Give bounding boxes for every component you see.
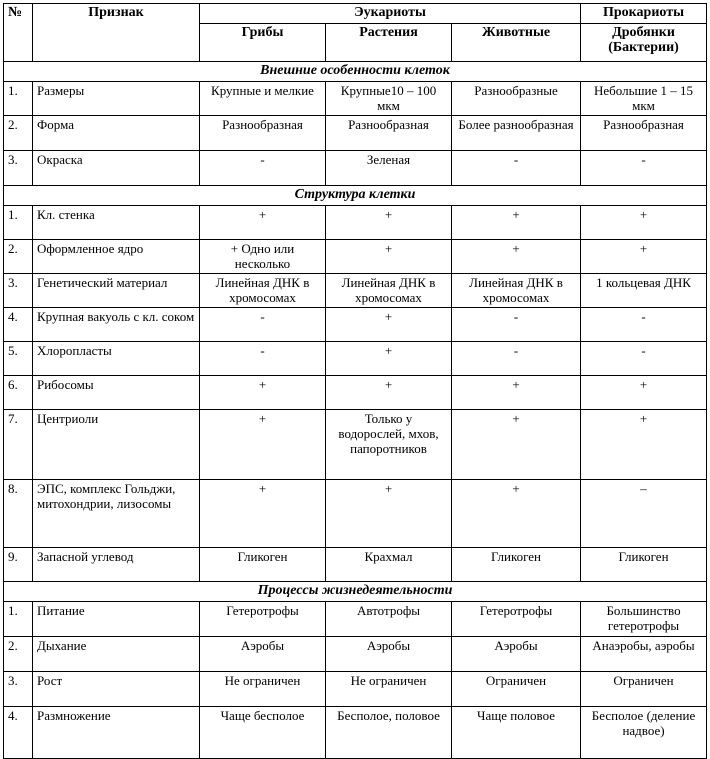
cell-bacteria: + (581, 206, 707, 240)
section-title: Процессы жизнедеятельности (4, 582, 707, 602)
cell-plants: + (326, 240, 452, 274)
cell-plants: Автотрофы (326, 602, 452, 637)
table-row (4, 240, 707, 274)
table-row (4, 410, 707, 480)
cell-bacteria: Разнообразная (581, 116, 707, 151)
cell-fungi: - (200, 342, 326, 376)
cell-animals: Чаще половое (452, 707, 581, 759)
cell-fungi: + (200, 206, 326, 240)
table-row (4, 342, 707, 376)
cell-bacteria: Гликоген (581, 548, 707, 582)
header-prokaryotes: Прокариоты (581, 4, 707, 24)
cell-feature: Оформленное ядро (33, 240, 200, 274)
table-row (4, 206, 707, 240)
cell-num: 4. (4, 707, 33, 759)
cell-plants: Аэробы (326, 637, 452, 672)
cell-bacteria: Бесполое (деление надвое) (581, 707, 707, 759)
section-title: Внешние особенности клеток (4, 62, 707, 82)
table-row (4, 376, 707, 410)
cell-animals: + (452, 480, 581, 548)
cell-fungi: + (200, 410, 326, 480)
cell-bacteria: Анаэробы, аэробы (581, 637, 707, 672)
cell-fungi: Разнообразная (200, 116, 326, 151)
cell-plants: + (326, 342, 452, 376)
cell-bacteria: + (581, 376, 707, 410)
table-row (4, 548, 707, 582)
cell-num: 3. (4, 274, 33, 308)
cell-feature: Крупная вакуоль с кл. соком (33, 308, 200, 342)
cell-fungi: + (200, 480, 326, 548)
header-eukaryotes: Эукариоты (200, 4, 581, 24)
cell-fungi: Крупные и мелкие (200, 82, 326, 116)
cell-num: 4. (4, 308, 33, 342)
cell-feature: Запасной углевод (33, 548, 200, 582)
cell-plants: Зеленая (326, 151, 452, 186)
cell-feature: Питание (33, 602, 200, 637)
cell-bacteria: Большинство гетеротрофы (581, 602, 707, 637)
cell-bacteria: – (581, 480, 707, 548)
cell-bacteria: Ограничен (581, 672, 707, 707)
cell-num: 2. (4, 240, 33, 274)
header-fungi: Грибы (200, 24, 326, 62)
cell-num: 2. (4, 116, 33, 151)
table-row (4, 274, 707, 308)
cell-num: 1. (4, 602, 33, 637)
cell-animals: - (452, 308, 581, 342)
cell-animals: + (452, 410, 581, 480)
cell-feature: Рибосомы (33, 376, 200, 410)
cell-animals: Аэробы (452, 637, 581, 672)
cell-fungi: - (200, 308, 326, 342)
cell-feature: Кл. стенка (33, 206, 200, 240)
cell-feature: Центриоли (33, 410, 200, 480)
cell-animals: + (452, 206, 581, 240)
cell-feature: Генетический материал (33, 274, 200, 308)
header-num: № (4, 4, 33, 62)
cell-plants: Только у водорослей, мхов, папоротников (326, 410, 452, 480)
table-row (4, 116, 707, 151)
cell-feature: Рост (33, 672, 200, 707)
cell-plants: Бесполое, половое (326, 707, 452, 759)
table-row (4, 637, 707, 672)
cell-num: 2. (4, 637, 33, 672)
table-row (4, 602, 707, 637)
cell-fungi: Гетеротрофы (200, 602, 326, 637)
cell-feature: ЭПС, комплекс Гольджи, митохондрии, лизосомы (33, 480, 200, 548)
cell-num: 6. (4, 376, 33, 410)
cell-animals: Более разнообразная (452, 116, 581, 151)
cell-animals: - (452, 342, 581, 376)
cell-num: 1. (4, 82, 33, 116)
cell-plants: Линейная ДНК в хромосомах (326, 274, 452, 308)
cell-animals: Гетеротрофы (452, 602, 581, 637)
cell-fungi: + Одно или несколько (200, 240, 326, 274)
cell-fungi: Гликоген (200, 548, 326, 582)
cell-animals: + (452, 376, 581, 410)
cell-fungi: + (200, 376, 326, 410)
cell-num: 3. (4, 151, 33, 186)
cell-plants: + (326, 308, 452, 342)
table-row (4, 151, 707, 186)
header-plants: Растения (326, 24, 452, 62)
cell-num: 1. (4, 206, 33, 240)
cell-feature: Хлоропласты (33, 342, 200, 376)
cell-animals: + (452, 240, 581, 274)
cell-bacteria: 1 кольцевая ДНК (581, 274, 707, 308)
cell-plants: Крупные10 – 100 мкм (326, 82, 452, 116)
cell-fungi: Не ограничен (200, 672, 326, 707)
header-feature: Признак (33, 4, 200, 62)
cell-bacteria: + (581, 410, 707, 480)
cell-num: 7. (4, 410, 33, 480)
cell-bacteria: - (581, 342, 707, 376)
table-row (4, 308, 707, 342)
cell-num: 3. (4, 672, 33, 707)
cell-plants: Разнообразная (326, 116, 452, 151)
table-row (4, 82, 707, 116)
cell-plants: Не ограничен (326, 672, 452, 707)
cell-feature: Размножение (33, 707, 200, 759)
cell-animals: Гликоген (452, 548, 581, 582)
cell-fungi: Линейная ДНК в хромосомах (200, 274, 326, 308)
section-title: Структура клетки (4, 186, 707, 206)
cell-animals: - (452, 151, 581, 186)
cell-bacteria: - (581, 151, 707, 186)
cell-num: 5. (4, 342, 33, 376)
cell-animals: Разнообразные (452, 82, 581, 116)
cell-plants: + (326, 206, 452, 240)
cell-num: 8. (4, 480, 33, 548)
cell-animals: Ограничен (452, 672, 581, 707)
comparison-table (3, 3, 707, 759)
header-animals: Животные (452, 24, 581, 62)
cell-fungi: - (200, 151, 326, 186)
cell-animals: Линейная ДНК в хромосомах (452, 274, 581, 308)
cell-feature: Форма (33, 116, 200, 151)
cell-feature: Размеры (33, 82, 200, 116)
table-row (4, 480, 707, 548)
cell-feature: Окраска (33, 151, 200, 186)
cell-bacteria: - (581, 308, 707, 342)
cell-bacteria: + (581, 240, 707, 274)
cell-feature: Дыхание (33, 637, 200, 672)
cell-num: 9. (4, 548, 33, 582)
cell-plants: + (326, 376, 452, 410)
cell-plants: + (326, 480, 452, 548)
header-bacteria: Дробянки (Бактерии) (581, 24, 707, 62)
cell-bacteria: Небольшие 1 – 15 мкм (581, 82, 707, 116)
cell-fungi: Аэробы (200, 637, 326, 672)
cell-fungi: Чаще бесполое (200, 707, 326, 759)
cell-plants: Крахмал (326, 548, 452, 582)
table-row (4, 672, 707, 707)
